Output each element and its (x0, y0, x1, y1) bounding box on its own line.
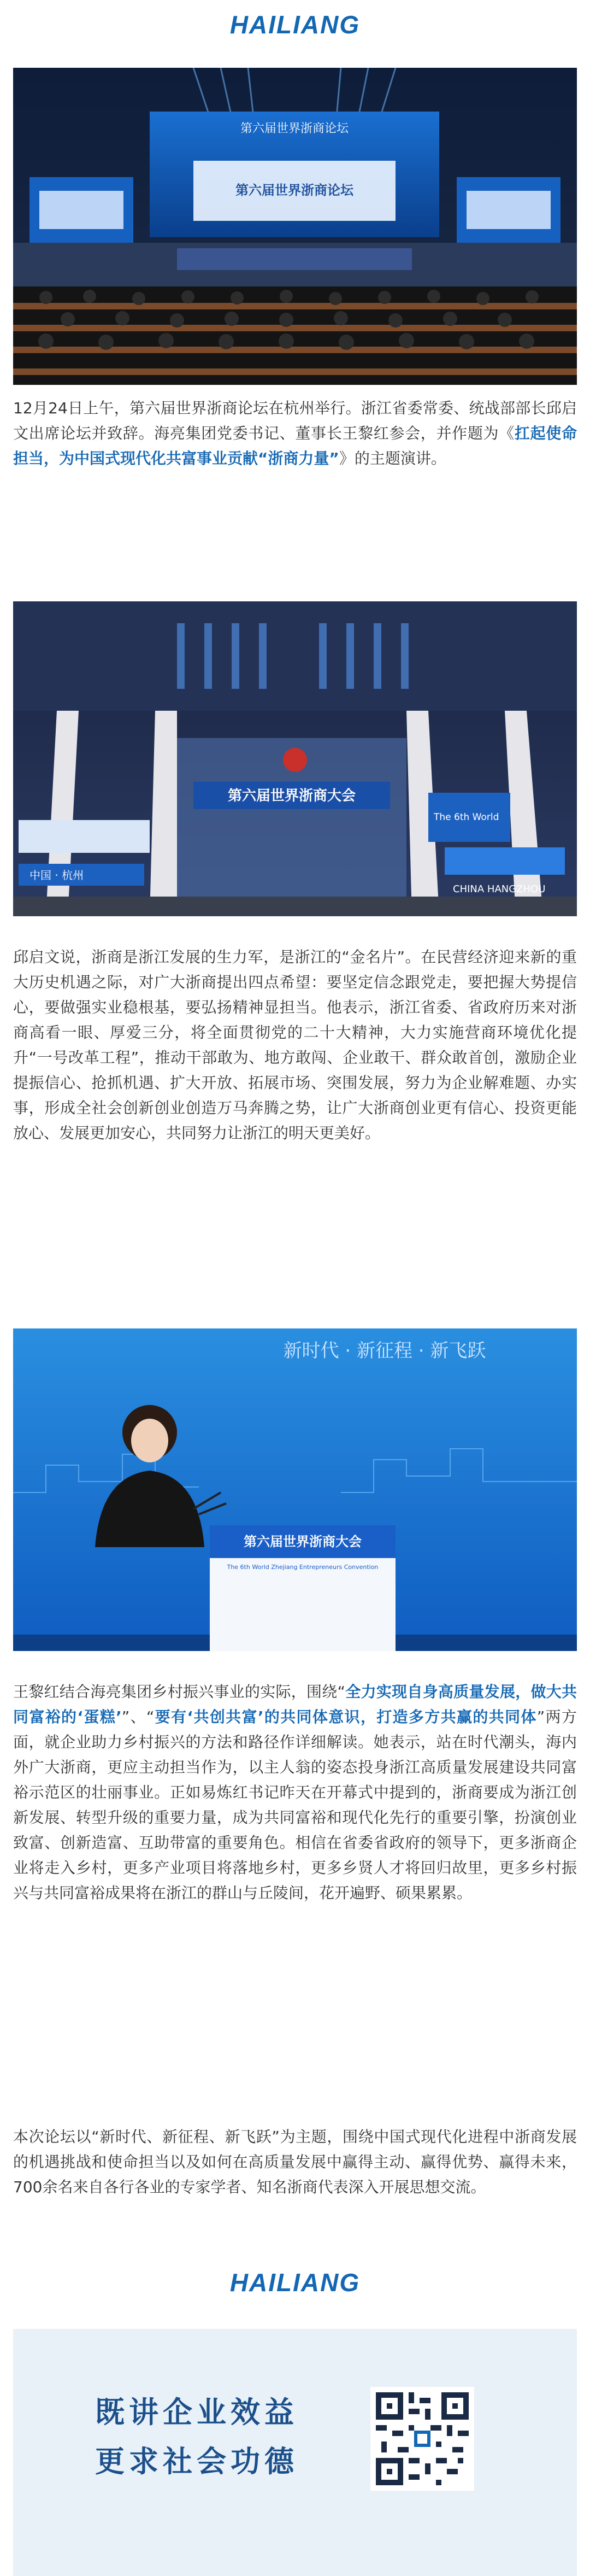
rural-revitalization-paragraph (13, 1679, 577, 1906)
speaker-backdrop-slogan: 新时代 · 新征程 · 新飞跃 (283, 1340, 486, 1362)
intro-text: 12月24日上午，第六届世界浙商论坛在杭州举行。浙江省委常委、统战部部长邱启文出席论坛并致辞。海亮集团党委书记、董事长王黎红参会，并作题为《 (13, 399, 577, 442)
hailiang-logo-bottom: HAILIANG (229, 2268, 361, 2297)
stage-screen-subtitle: 第六届世界浙商论坛 (235, 183, 353, 198)
footer-slogan-panel (13, 2329, 577, 2576)
p3-text-c: ”两方面，就企业助力乡村振兴的方法和路径作详细解读。她表示，站在时代潮头，海内外广大浙商，更应主动担当作为，以主人翁的姿态投身浙江高质量发展建设共同富裕示范区的壮丽事业。正如易炼红书记昨天在开幕式中提到的，浙商要成为浙江创新发展、转型升级的重要力量，成为共同富裕和现代化先行的重要引擎，扮演创业致富、创新造富、互助带富的重要角色。相信在省委省政府的领导下，更多浙商企业将走入乡村，更多产业项目将落地乡村，更多乡贤人才将回归故里，更多乡村振兴与共同富裕成果将在浙江的群山与丘陵间，花开遍野、硕果累累。 (13, 1708, 577, 1902)
slogan-line-2: 更求社会功德 (95, 2444, 298, 2479)
venue-right-text: CHINA HANGZHOU (453, 883, 546, 895)
podium-title: 第六届世界浙商大会 (244, 1534, 362, 1549)
podium-en: The 6th World Zhejiang Entrepreneurs Convention (227, 1564, 379, 1571)
venue-banner-en: The 6th World (434, 812, 499, 823)
hailiang-logo: HAILIANG (229, 10, 361, 39)
venue-left-text: 中国 · 杭州 (30, 869, 84, 882)
intro-paragraph (13, 396, 577, 471)
p3-text-a: 王黎红结合海亮集团乡村振兴事业的实际，围绕“ (13, 1683, 346, 1701)
forum-stage-photo (13, 68, 577, 385)
p3-highlight-2: 要有‘共创共富’的共同体意识，打造多方共赢的共同体 (154, 1708, 537, 1726)
venue-exterior-photo (13, 601, 577, 916)
forum-theme-paragraph: 本次论坛以“新时代、新征程、新飞跃”为主题，围绕中国式现代化进程中浙商发展的机遇挑战和使命担当以及如何在高质量发展中赢得主动、赢得优势、赢得未来，700余名来自各行各业的专家学者、知名浙商代表深入开展思想交流。 (13, 2128, 577, 2196)
speech-title-highlight: 扛起使命担当，为中国式现代化共富事业贡献“浙商力量” (13, 424, 577, 467)
p3-highlight-1: 全力实现自身高质量发展，做大共同富裕的‘蛋糕’ (13, 1683, 577, 1726)
venue-banner-title: 第六届世界浙商大会 (227, 788, 356, 804)
speaker-photo (13, 1328, 577, 1651)
p3-text-b: ”、“ (121, 1708, 155, 1726)
stage-screen-title: 第六届世界浙商论坛 (240, 122, 349, 136)
slogan-line-1: 既讲企业效益 (95, 2394, 298, 2429)
qr-code[interactable] (370, 2387, 474, 2491)
speech-summary-paragraph: 邱启文说，浙商是浙江发展的生力军，是浙江的“金名片”。在民营经济迎来新的重大历史机遇之际，对广大浙商提出四点希望：要坚定信念跟党走，要把握大势提信心，要做强实业稳根基，要弘扬精神显担当。他表示，浙江省委、省政府历来对浙商高看一眼、厚爱三分，将全面贯彻党的二十大精神，大力实施营商环境优化提升“一号改革工程”，推动干部敢为、地方敢闯、企业敢干、群众敢首创，激励企业提振信心、抢抓机遇、扩大开放、拓展市场、突围发展，努力为企业解难题、办实事，形成全社会创新创业创造万马奔腾之势，让广大浙商创业更有信心、投资更能放心、发展更加安心，共同努力让浙江的明天更美好。 (13, 948, 577, 1142)
intro-text-end: 》的主题演讲。 (339, 449, 446, 467)
